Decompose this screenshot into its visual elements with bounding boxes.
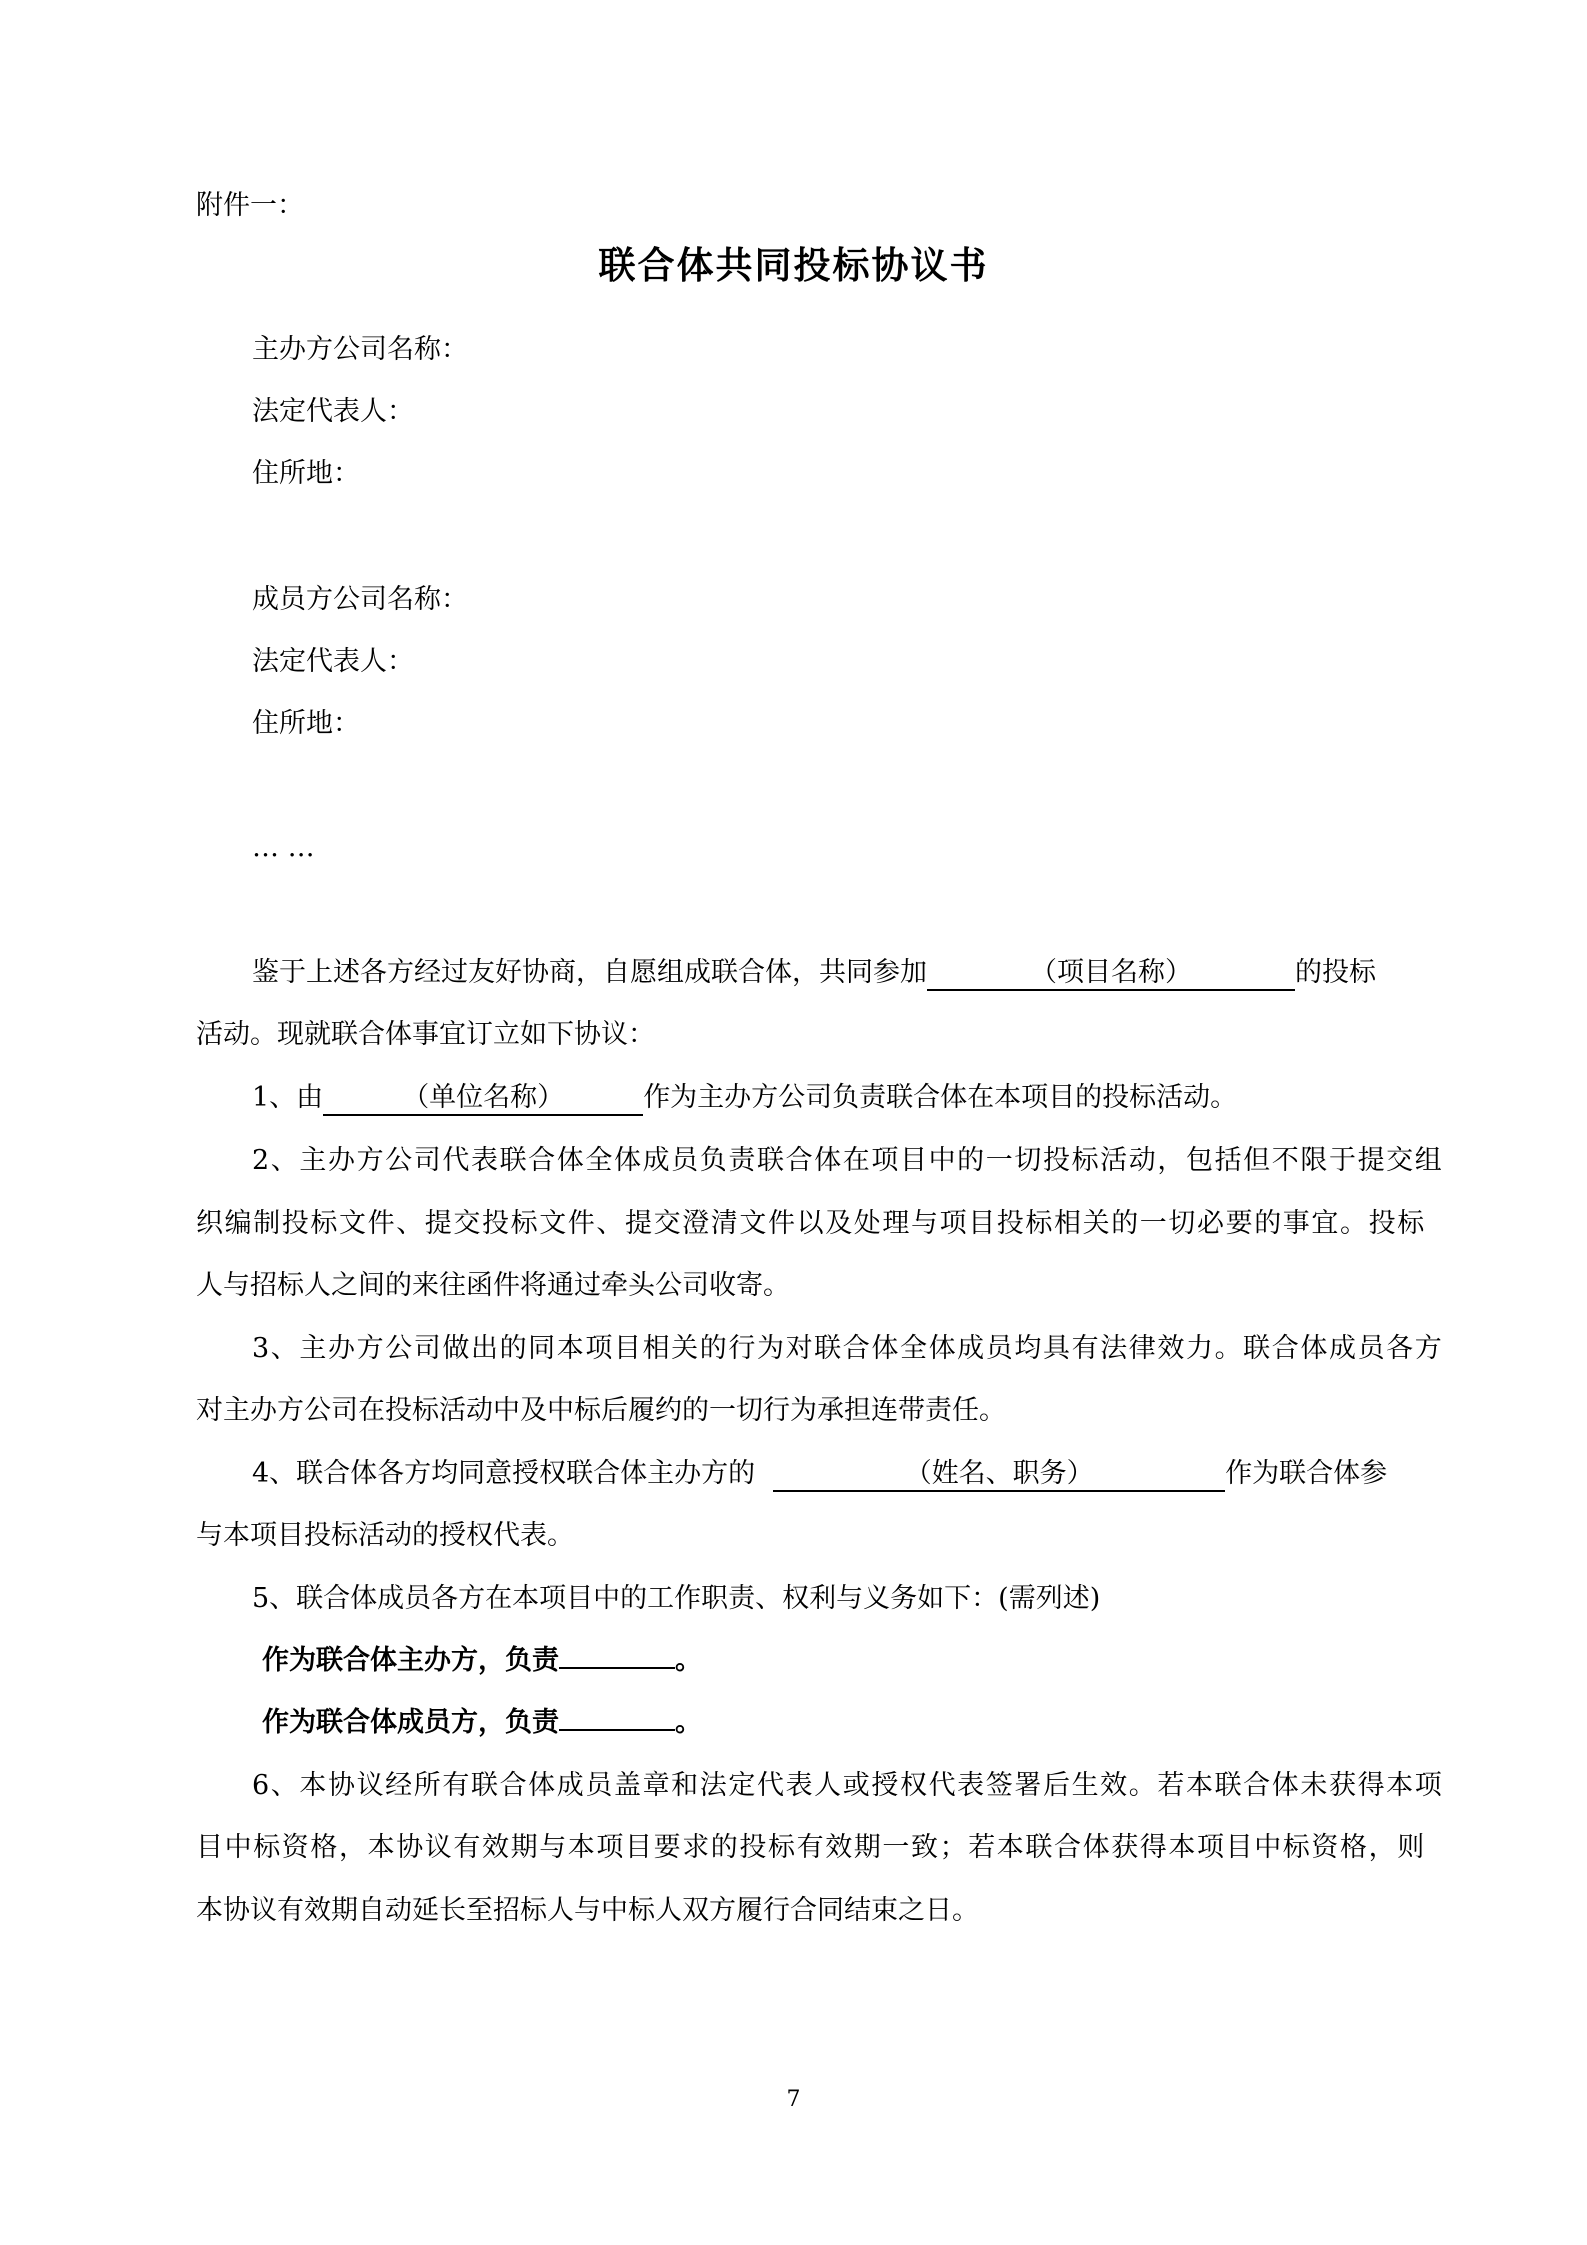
member-role-text: 作为联合体成员方，负责 [262,1707,559,1738]
clause-5-line-1: 5、联合体成员各方在本项目中的工作职责、权利与义务如下：(需列述) [252,1583,1101,1614]
intro-line-1 [252,955,1376,991]
clause-1 [252,1080,1237,1116]
lead-role-line [262,1643,702,1679]
member-company-label: 成员方公司名称： [252,584,468,615]
clause-4-line-1 [252,1456,1387,1492]
document-title: 联合体共同投标协议书 [598,243,989,287]
attachment-label: 附件一： [196,190,304,221]
lead-legal-rep-label: 法定代表人： [252,396,414,427]
clause-1-post: 作为主办方公司负责联合体在本项目的投标活动。 [643,1082,1238,1113]
clause-4-post: 作为联合体参 [1225,1458,1388,1489]
intro-text-post: 的投标 [1295,957,1376,988]
clause-2-line-2: 织编制投标文件、提交投标文件、提交澄清文件以及处理与项目投标相关的一切必要的事宜。投标 [196,1208,1426,1239]
lead-duty-blank [559,1667,675,1669]
page-number: 7 [786,2087,801,2112]
project-name-blank: （项目名称） [927,957,1295,991]
member-duty-blank [559,1729,675,1731]
clause-3-line-2: 对主办方公司在投标活动中及中标后履约的一切行为承担连带责任。 [196,1395,1006,1426]
clause-2-line-1: 2、主办方公司代表联合体全体成员负责联合体在项目中的一切投标活动，包括但不限于提交组 [252,1145,1444,1176]
member-address-label: 住所地： [252,708,360,739]
intro-line-2: 活动。现就联合体事宜订立如下协议： [196,1019,655,1050]
member-legal-rep-label: 法定代表人： [252,646,414,677]
lead-address-label: 住所地： [252,458,360,489]
ellipsis: … … [252,832,315,863]
clause-6-line-3: 本协议有效期自动延长至招标人与中标人双方履行合同结束之日。 [196,1895,979,1926]
lead-role-end: 。 [675,1645,702,1676]
intro-text-pre: 鉴于上述各方经过友好协商，自愿组成联合体，共同参加 [252,957,927,988]
clause-4-line-2: 与本项目投标活动的授权代表。 [196,1520,574,1551]
member-role-line [262,1705,702,1741]
clause-2-line-3: 人与招标人之间的来往函件将通过牵头公司收寄。 [196,1270,790,1301]
lead-role-text: 作为联合体主办方，负责 [262,1645,559,1676]
member-role-end: 。 [675,1707,702,1738]
unit-name-blank: （单位名称） [323,1082,643,1116]
lead-company-label: 主办方公司名称： [252,334,468,365]
name-title-blank: （姓名、职务） [773,1458,1225,1492]
clause-4-pre: 4、联合体各方均同意授权联合体主办方的 [252,1458,756,1489]
clause-6-line-1: 6、本协议经所有联合体成员盖章和法定代表人或授权代表签署后生效。若本联合体未获得本项 [252,1770,1444,1801]
clause-6-line-2: 目中标资格，本协议有效期与本项目要求的投标有效期一致；若本联合体获得本项目中标资格，则 [196,1832,1426,1863]
clause-1-pre: 1、由 [252,1082,324,1113]
clause-3-line-1: 3、主办方公司做出的同本项目相关的行为对联合体全体成员均具有法律效力。联合体成员各方 [252,1333,1444,1364]
